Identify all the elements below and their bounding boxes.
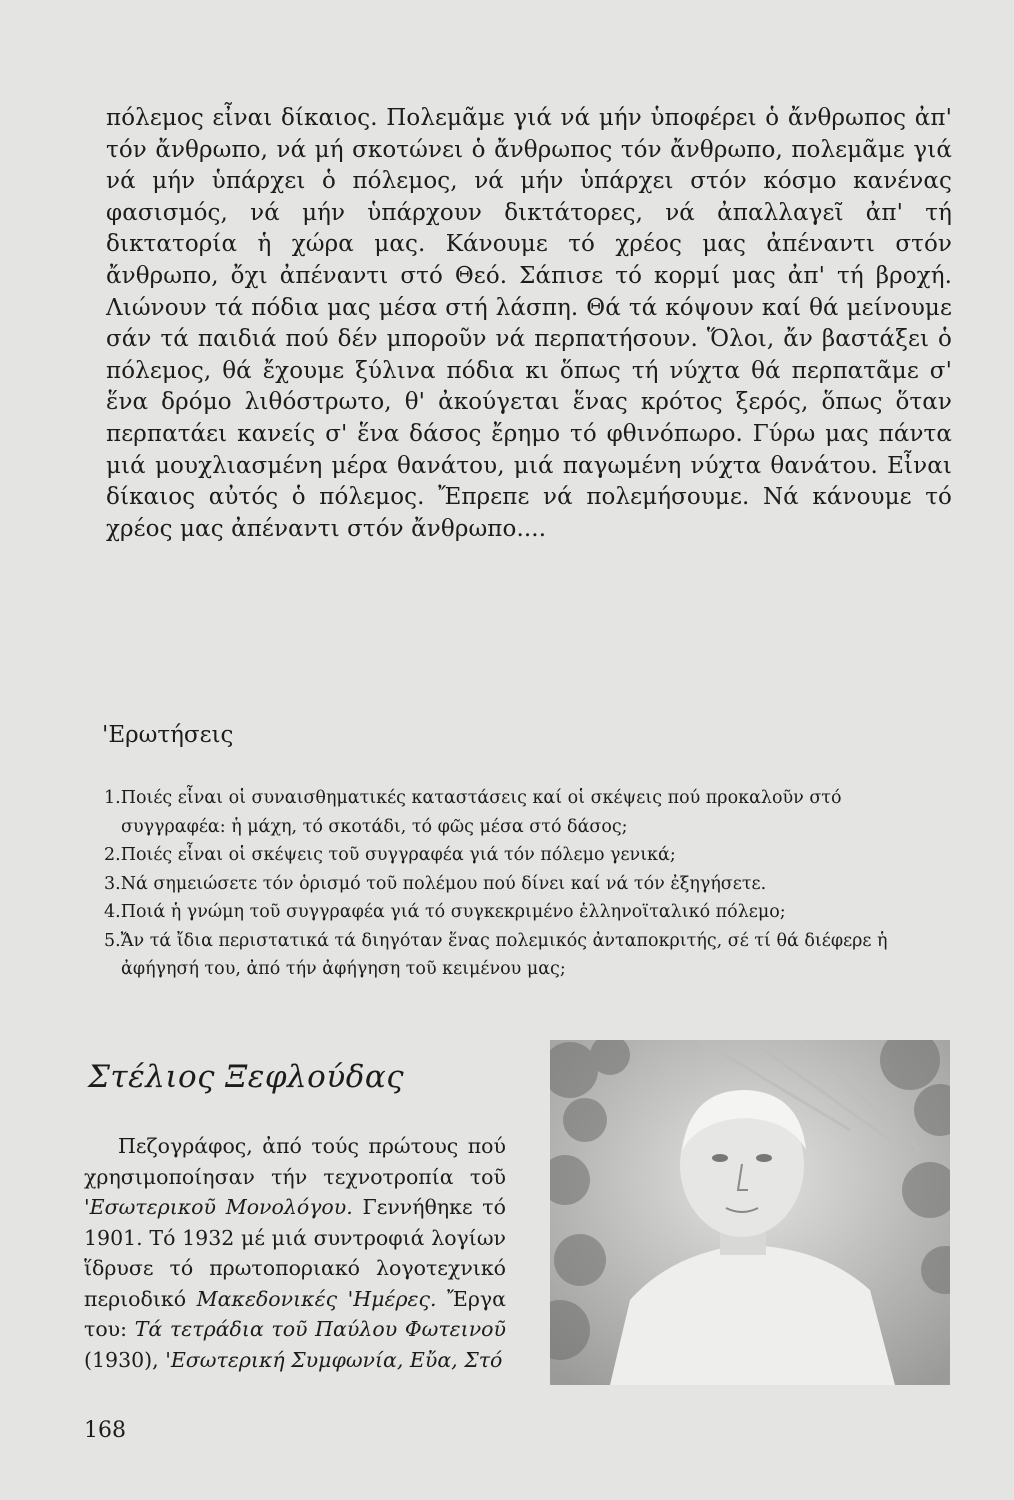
question-number: 5.: [104, 930, 121, 951]
bio-italic: 'Εσωτερική Συμφωνία, Εὔα, Στό: [165, 1347, 503, 1372]
bio-italic: Μακεδονικές 'Ημέρες.: [196, 1286, 437, 1311]
bio-text: (1930),: [84, 1347, 166, 1372]
main-text: πόλεμος εἶναι δίκαιος. Πολεμᾶμε γιά νά μήν ὑποφέρει ὁ ἄνθρωπος ἀπ' τόν ἄνθρωπο, νά μή σκοτώνει ὁ ἄνθρωπος τόν ἄνθρωπο, πολεμᾶμε γιά νά μήν ὑπάρχει ὁ πόλεμος, νά μήν ὑπάρχει στόν κόσμο κανένας φασισμός, νά μήν ὑπάρχουν δικτάτορες, νά ἀπαλλαγεῖ ἀπ' τή δικτατορία ἡ χώρα μας. Κάνουμε τό χρέος μας ἀπέναντι στόν ἄνθρωπο, ὄχι ἀπέναντι στό Θεό. Σάπισε τό κορμί μας ἀπ' τή βροχή. Λιώνουν τά πόδια μας μέσα στή λάσπη. Θά τά κόψουν καί θά μείνουμε σάν τά παιδιά πού δέν μποροῦν νά περπατήσουν. Ὅλοι, ἄν βαστάξει ὁ πόλεμος, θά ἔχουμε ξύλινα πόδια κι ὅπως τή νύχτα θά περπατᾶμε σ' ἕνα δρόμο λιθόστρωτο, θ' ἀκούγεται ἕνας κρότος ξερός, ὅπως ὅταν περπατάει κανείς σ' ἕνα δάσος ἔρημο τό φθινόπωρο. Γύρω μας πάντα μιά μουχλιασμένη μέρα θανάτου, μιά παγωμένη νύχτα θανάτου. Εἶναι δίκαιος αὐτός ὁ πόλεμος. Ἔπρεπε νά πολεμήσουμε. Νά κάνουμε τό χρέος μας ἀπέναντι στόν ἄνθρωπο....: [106, 105, 952, 542]
question-item: [104, 898, 950, 927]
question-text: Νά σημειώσετε τόν ὁρισμό τοῦ πολέμου πού δίνει καί νά τόν ἐξηγήσετε.: [120, 873, 767, 894]
author-bio: [84, 1131, 506, 1375]
page-number: 168: [84, 1418, 126, 1443]
question-text-continued: συγγραφέα: ἡ μάχη, τό σκοτάδι, τό φῶς μέσα στό δάσος;: [121, 816, 628, 837]
questions-list: [104, 784, 950, 984]
author-name: Στέλιος Ξεφλούδας: [88, 1059, 405, 1095]
question-text: Ποιά ἡ γνώμη τοῦ συγγραφέα γιά τό συγκεκριμένο ἑλληνοϊταλικό πόλεμο;: [120, 902, 786, 922]
question-item: [104, 841, 950, 870]
question-text: Ποιές εἶναι οἱ συναισθηματικές καταστάσεις καί οἱ σκέψεις πού προκαλοῦν στό: [120, 788, 842, 808]
portrait-image: [550, 1040, 950, 1385]
author-photo: [550, 1040, 950, 1385]
question-item: [104, 870, 950, 899]
bio-text: Γεννήθηκε τό 1901. Τό 1932 μέ μιά συντροφιά λογίων ἵδρυσε τό πρωτοποριακό λογοτεχνικό περιοδικό: [84, 1195, 506, 1311]
question-text: Ἄν τά ἴδια περιστατικά τά διηγόταν ἕνας πολεμικός ἀνταποκριτής, σέ τί θά διέφερε ἡ: [120, 930, 888, 951]
bio-italic: Τά τετράδια τοῦ Παύλου Φωτεινοῦ: [134, 1317, 506, 1341]
question-text: Ποιές εἶναι οἱ σκέψεις τοῦ συγγραφέα γιά τόν πόλεμο γενικά;: [120, 845, 676, 865]
question-text-continued: ἀφήγησή του, ἀπό τήν ἀφήγηση τοῦ κειμένου μας;: [121, 959, 566, 979]
bio-text: Πεζογράφος, ἀπό τούς πρώτους πού χρησιμοποίησαν τήν τεχνοτροπία τοῦ: [84, 1134, 506, 1189]
question-item: [104, 927, 950, 984]
bio-italic: 'Εσωτερικοῦ Μονολόγου.: [84, 1195, 353, 1219]
bio-text: Ἔργα του:: [84, 1286, 506, 1341]
questions-heading: 'Ερωτήσεις: [102, 722, 234, 748]
question-number: 4.: [104, 902, 121, 922]
question-number: 2.: [104, 845, 121, 865]
question-number: 3.: [104, 873, 121, 894]
question-item: [104, 784, 950, 841]
question-number: 1.: [104, 788, 121, 808]
